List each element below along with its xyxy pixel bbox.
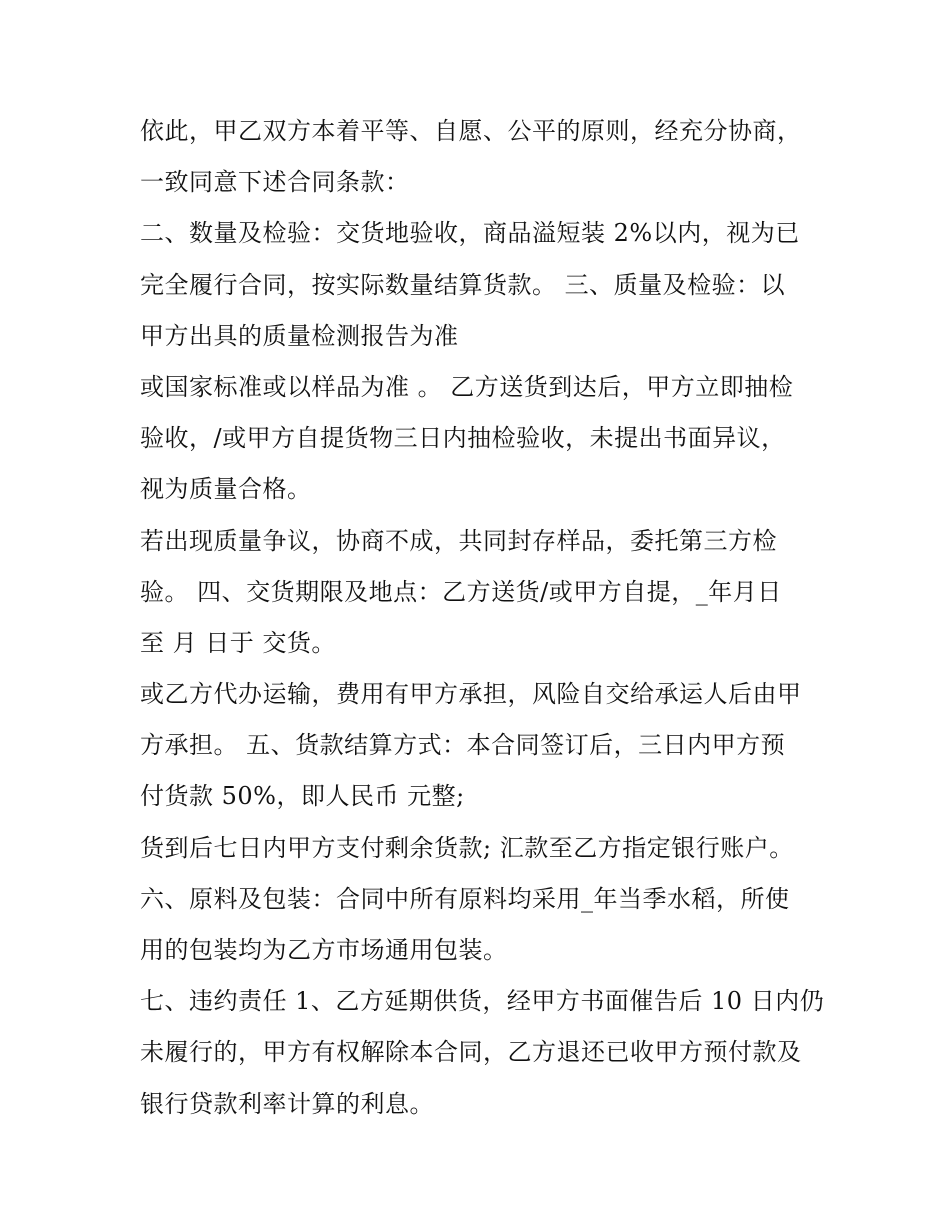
text-line: 或国家标准或以样品为准 。 乙方送货到达后，甲方立即抽检	[140, 372, 794, 401]
text-line: 视为质量合格。	[140, 475, 312, 504]
text-line: 至 月 日于 交货。	[140, 628, 336, 657]
contract-text	[140, 106, 825, 1130]
text-line: 验收，/或甲方自提货物三日内抽检验收，未提出书面异议，	[140, 424, 786, 453]
text-line: 六、原料及包装：合同中所有原料均采用_年当季水稻，所使	[140, 884, 790, 913]
text-line: 二、数量及检验：交货地验收，商品溢短装 2%以内，视为已	[140, 219, 800, 248]
text-line: 一致同意下述合同条款：	[140, 168, 410, 197]
text-line: 用的包装均为乙方市场通用包装。	[140, 936, 508, 964]
text-line: 或乙方代办运输，费用有甲方承担，风险自交给承运人后由甲	[140, 680, 802, 709]
text-line: 七、违约责任 1、乙方延期供货，经甲方书面催告后 10 日内仍	[140, 987, 825, 1016]
text-line: 若出现质量争议，协商不成，共同封存样品，委托第三方检	[140, 526, 777, 555]
text-line: 方承担。 五、货款结算方式：本合同签订后，三日内甲方预	[140, 731, 786, 760]
text-line: 货到后七日内甲方支付剩余货款; 汇款至乙方指定银行账户。	[140, 833, 794, 862]
text-line: 验。 四、交货期限及地点：乙方送货/或甲方自提，_年月日	[140, 577, 782, 606]
text-line: 未履行的，甲方有权解除本合同，乙方退还已收甲方预付款及	[140, 1038, 802, 1067]
text-line: 依此，甲乙双方本着平等、自愿、公平的原则，经充分协商，	[140, 117, 802, 145]
text-line: 甲方出具的质量检测报告为准	[140, 321, 459, 350]
text-line: 银行贷款利率计算的利息。	[140, 1089, 434, 1118]
text-line: 完全履行合同，按实际数量结算货款。 三、质量及检验：以	[140, 270, 786, 299]
text-line: 付货款 50%，即人民币 元整;	[140, 782, 465, 811]
